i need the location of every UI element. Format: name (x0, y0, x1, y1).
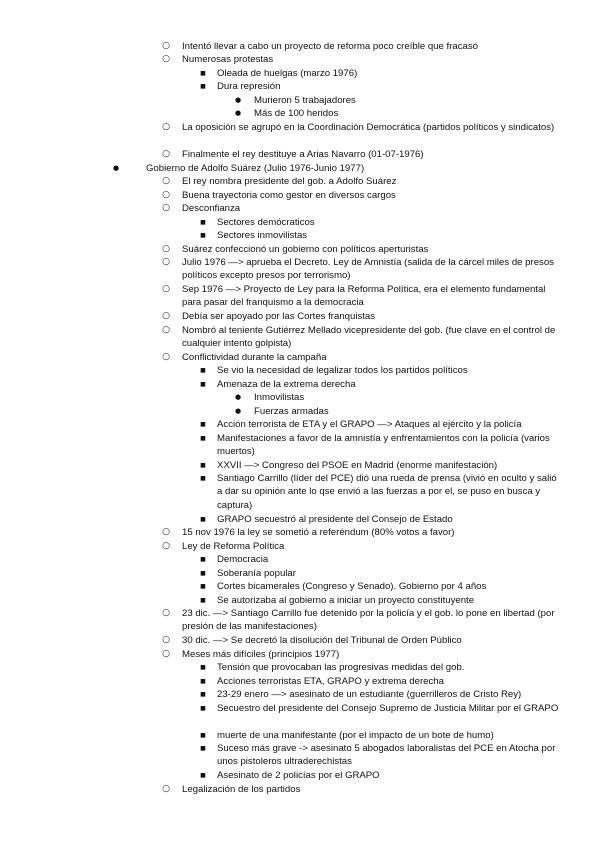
list-item (0, 513, 562, 526)
hollow-circle-bullet: ○ (162, 203, 170, 213)
list-item (0, 351, 562, 364)
list-item (0, 391, 562, 404)
list-item (0, 162, 562, 175)
hollow-circle-bullet: ○ (162, 41, 170, 51)
list-item (0, 607, 562, 634)
list-item-text: Santiago Carrillo (líder del PCE) dió una rueda de prensa (vivió en oculto y salió a dar su opinión ante lo qse envió a las fuerzas a por el, se puso en busca y captura) (217, 473, 557, 511)
hollow-circle-bullet: ○ (162, 352, 170, 362)
square-bullet: ■ (200, 705, 206, 712)
square-bullet: ■ (200, 475, 206, 482)
list-item (0, 702, 562, 715)
list-item-text: Tensión que provocaban las progresivas medidas del gob. (217, 662, 465, 673)
square-bullet: ■ (200, 435, 206, 442)
list-item-text: Julio 1976 —> aprueba el Decreto. Ley de Amnistía (salida de la cárcel miles de presos políticos excepto presos por terrorismo) (182, 257, 554, 282)
list-item-text: Soberanía popular (217, 568, 296, 579)
square-bullet: ■ (200, 219, 206, 226)
list-item-text: Conflictividad durante la campaña (182, 352, 327, 363)
list-item-text: Intentó llevar a cabo un proyecto de reforma poco creíble que fracasó (182, 41, 478, 52)
list-item-text: Sectores demócraticos (217, 217, 315, 228)
square-bullet: ■ (200, 556, 206, 563)
list-item-text: Sectores inmovilistas (217, 230, 308, 241)
list-item-text: Inmovilistas (254, 392, 305, 403)
list-item-text: Fuerzas armadas (254, 406, 329, 417)
list-item (0, 553, 562, 566)
list-item (0, 526, 562, 539)
list-item-text: 23-29 enero —> asesinato de un estudiante (guerrilleros de Cristo Rey) (217, 689, 522, 700)
list-item (0, 418, 562, 431)
list-item-text: Acciones terroristas ETA, GRAPO y extrema derecha (217, 676, 444, 687)
list-item-text: 15 nov 1976 la ley se sometió a referéndum (80% votos a favor) (182, 527, 455, 538)
square-bullet: ■ (200, 381, 206, 388)
square-bullet: ■ (200, 597, 206, 604)
list-item (0, 229, 562, 242)
list-item-text: Oleada de huelgas (marzo 1976) (217, 68, 358, 79)
list-item-text: La oposición se agrupó en la Coordinación Democrática (partidos políticos y sindicatos) (182, 122, 555, 133)
hollow-circle-bullet: ○ (162, 284, 170, 294)
dot-bullet: ● (234, 96, 242, 104)
list-item (0, 540, 562, 553)
hollow-circle-bullet: ○ (162, 257, 170, 267)
hollow-circle-bullet: ○ (162, 54, 170, 64)
square-bullet: ■ (200, 772, 206, 779)
square-bullet: ■ (200, 516, 206, 523)
list-item (0, 189, 562, 202)
square-bullet: ■ (200, 678, 206, 685)
list-item-text: Gobierno de Adolfo Suárez (Julio 1976-Junio 1977) (146, 163, 365, 174)
list-item-text: Sep 1976 —> Proyecto de Ley para la Reforma Política, era el elemento fundamental para pasar del franquismo a la democracia (182, 284, 546, 309)
list-item-text: Se autorizaba al gobierno a iniciar un proyecto constituyente (217, 595, 475, 606)
list-item (0, 94, 562, 107)
list-item (0, 283, 562, 310)
list-item (0, 634, 562, 647)
list-item-text: Numerosas protestas (182, 54, 274, 65)
list-item-text: 30 dic. —> Se decretó la disolución del Tribunal de Orden Público (182, 635, 462, 646)
hollow-circle-bullet: ○ (162, 311, 170, 321)
list-item (0, 243, 562, 256)
hollow-circle-bullet: ○ (162, 325, 170, 335)
list-item (0, 405, 562, 418)
list-item (0, 148, 562, 161)
list-item-text: Secuestro del presidente del Consejo Supremo de Justicia Militar por el GRAPO (217, 703, 559, 714)
list-item-text: Ley de Reforma Política (182, 541, 285, 552)
list-item (0, 364, 562, 377)
list-item-text: Desconfianza (182, 203, 241, 214)
list-item (0, 580, 562, 593)
square-bullet: ■ (200, 664, 206, 671)
list-item (0, 769, 562, 782)
hollow-circle-bullet: ○ (162, 635, 170, 645)
hollow-circle-bullet: ○ (162, 649, 170, 659)
list-item (0, 175, 562, 188)
list-item-text: Debía ser apoyado por las Cortes franquistas (182, 311, 376, 322)
list-item-text: Asesinato de 2 policías por el GRAPO (217, 770, 380, 781)
list-item-text: Suceso más grave -> asesinato 5 abogados laboralistas del PCE en Atocha por unos pistoleros ultraderechistas (217, 743, 556, 768)
list-item-text: Nombró al teniente Gutiérrez Mellado vicepresidente del gob. (fue clave en el control de cualquier intento golpista) (182, 325, 556, 350)
list-item-text: Cortes bicamerales (Congreso y Senado). Gobierno por 4 años (217, 581, 487, 592)
square-bullet: ■ (200, 691, 206, 698)
list-item (0, 310, 562, 323)
hollow-circle-bullet: ○ (162, 190, 170, 200)
list-item-text: 23 dic. —> Santiago Carrillo fue detenido por la policía y el gob. lo pone en libertad (por presión de las manifestaciones) (182, 608, 555, 633)
list-item (0, 40, 562, 53)
list-item (0, 53, 562, 66)
list-item-text: Acción terrorista de ETA y el GRAPO —> Ataques al ejército y la policía (217, 419, 522, 430)
list-item-text: Amenaza de la extrema derecha (217, 379, 356, 390)
list-item (0, 688, 562, 701)
square-bullet: ■ (200, 367, 206, 374)
list-item (0, 121, 562, 134)
list-item (0, 107, 562, 120)
list-item (0, 202, 562, 215)
square-bullet: ■ (200, 745, 206, 752)
list-item (0, 567, 562, 580)
hollow-circle-bullet: ○ (162, 527, 170, 537)
hollow-circle-bullet: ○ (162, 244, 170, 254)
list-item-text: Murieron 5 trabajadores (254, 95, 356, 106)
list-item (0, 675, 562, 688)
list-item-text: Finalmente el rey destituye a Arias Navarro (01-07-1976) (182, 149, 424, 160)
square-bullet: ■ (200, 570, 206, 577)
list-item-text: Se vio la necesidad de legalizar todos los partidos políticos (217, 365, 468, 376)
list-item-text: Manifestaciones a favor de la amnistía y enfrentamientos con la policía (varios muertos) (217, 433, 550, 458)
dot-bullet: ● (234, 109, 242, 117)
list-item (0, 80, 562, 93)
list-item (0, 378, 562, 391)
list-item-text: Suárez confeccionó un gobierno con políticos aperturistas (182, 244, 429, 255)
list-item (0, 459, 562, 472)
list-item (0, 216, 562, 229)
list-item-text: Democracia (217, 554, 269, 565)
hollow-circle-bullet: ○ (162, 122, 170, 132)
dot-bullet: ● (234, 393, 242, 401)
list-item (0, 783, 562, 796)
square-bullet: ■ (200, 583, 206, 590)
square-bullet: ■ (200, 232, 206, 239)
list-item (0, 648, 562, 661)
list-item-text: Más de 100 heridos (254, 108, 339, 119)
square-bullet: ■ (200, 732, 206, 739)
hollow-circle-bullet: ○ (162, 608, 170, 618)
list-item (0, 67, 562, 80)
list-item-text: Meses más difíciles (principios 1977) (182, 649, 340, 660)
hollow-circle-bullet: ○ (162, 784, 170, 794)
square-bullet: ■ (200, 462, 206, 469)
list-item-text: El rey nombra presidente del gob. a Adolfo Suárez (182, 176, 397, 187)
list-item (0, 729, 562, 742)
dot-bullet: ● (234, 407, 242, 415)
list-item (0, 661, 562, 674)
list-item-text: XXVII —> Congreso del PSOE en Madrid (enorme manifestación) (217, 460, 498, 471)
list-item (0, 256, 562, 283)
list-item (0, 472, 562, 512)
square-bullet: ■ (200, 70, 206, 77)
hollow-circle-bullet: ○ (162, 541, 170, 551)
list-item-text: Legalización de los partidos (182, 784, 301, 795)
list-item (0, 742, 562, 769)
list-item-text: Dura represión (217, 81, 281, 92)
filled-circle-bullet: ● (112, 164, 120, 172)
list-item (0, 594, 562, 607)
hollow-circle-bullet: ○ (162, 176, 170, 186)
list-item-text: GRAPO secuestró al presidente del Consejo de Estado (217, 514, 453, 525)
list-item-text: Buena trayectoria como gestor en diversos cargos (182, 190, 396, 201)
list-item (0, 432, 562, 459)
square-bullet: ■ (200, 83, 206, 90)
list-item-text: muerte de una manifestante (por el impacto de un bote de humo) (217, 730, 494, 741)
list-item (0, 324, 562, 351)
square-bullet: ■ (200, 421, 206, 428)
hollow-circle-bullet: ○ (162, 149, 170, 159)
